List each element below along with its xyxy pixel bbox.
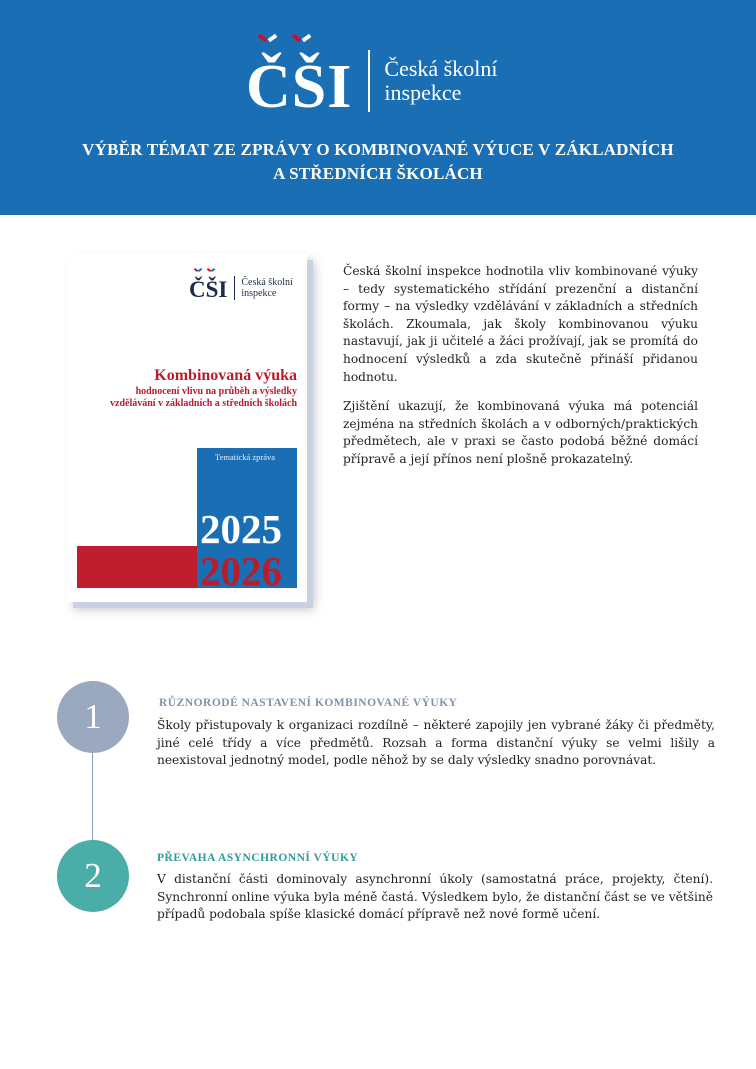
cover-title-main: Kombinovaná výuka [154,367,297,384]
timeline-connector [92,750,93,842]
logo-text: Česká školní inspekce [384,56,498,105]
step-number-1: 1 [57,681,129,753]
section-2-title: PŘEVAHA ASYNCHRONNÍ VÝUKY [157,852,359,864]
section-1-body: Školy přistupovaly k organizaci rozdílně – některé zapojily jen vybrané žáky či předměty, jiné celé třídy a více předmětů. Rozsah a forma distanční výuky se velmi lišily a neexistoval jednotný model, podle něhož by se daly výsledky snadno porovnávat. [157,718,715,768]
cover-tag: Tematická zpráva [215,452,276,462]
section-1-title: RŮZNORODÉ NASTAVENÍ KOMBINOVANÉ VÝUKY [159,697,458,709]
hacek-icon [292,36,316,52]
hacek-icon [194,269,204,275]
cover-logo [189,272,293,303]
csi-logo [246,45,498,121]
logo-mark: ČŠI [246,56,352,118]
intro-text [343,263,698,481]
intro-paragraph-2: Zjištění ukazují, že kombinovaná výuka má potenciál zejména na středních školách a v odborných/praktických předmětech, ale v praxi se často podobá běžné domácí přípravě a její přínos není plošně prokazatelný. [343,399,698,466]
hacek-icon [258,36,282,52]
section-2-body: V distanční části dominovaly asynchronní úkoly (samostatná práce, projekty, čtení). Synchronní online výuka byla méně častá. Výsledkem bylo, že distanční část se ve většině případů podobala spíše klasické domácí přípravě než nové formě učení. [157,872,713,922]
cover-logo-mark: ČŠI [189,277,227,303]
cover-title [110,366,297,410]
cover-subtitle-1: hodnocení vlivu na průběh a výsledky [135,386,297,397]
hacek-icon [207,269,217,275]
cover-logo-divider [234,276,235,300]
step-number-2: 2 [57,840,129,912]
cover-year-1: 2025 [200,506,282,552]
cover-subtitle-2: vzdělávání v základních a středních školách [110,398,297,409]
header-banner [0,0,756,215]
page-title: VÝBĚR TÉMAT ZE ZPRÁVY O KOMBINOVANÉ VÝUCE V ZÁKLADNÍCH A STŘEDNÍCH ŠKOLÁCH [82,140,674,183]
logo-divider [368,50,370,112]
report-cover [67,254,307,602]
cover-logo-text: Česká školní inspekce [241,276,293,299]
intro-paragraph-1: Česká školní inspekce hodnotila vliv kombinované výuky – tedy systematického střídání prezenční a distanční formy – na výsledky vzdělávání v základních a středních školách. Zkoumala, jak školy kombinovanou výuku nastavují, jak ji učitelé a žáci prožívají, jak se promítá do hodnocení výsledků a zda skutečně přináší přidanou hodnotu. [343,264,698,384]
cover-year-2: 2026 [200,548,282,594]
cover-red-bar [77,546,197,588]
